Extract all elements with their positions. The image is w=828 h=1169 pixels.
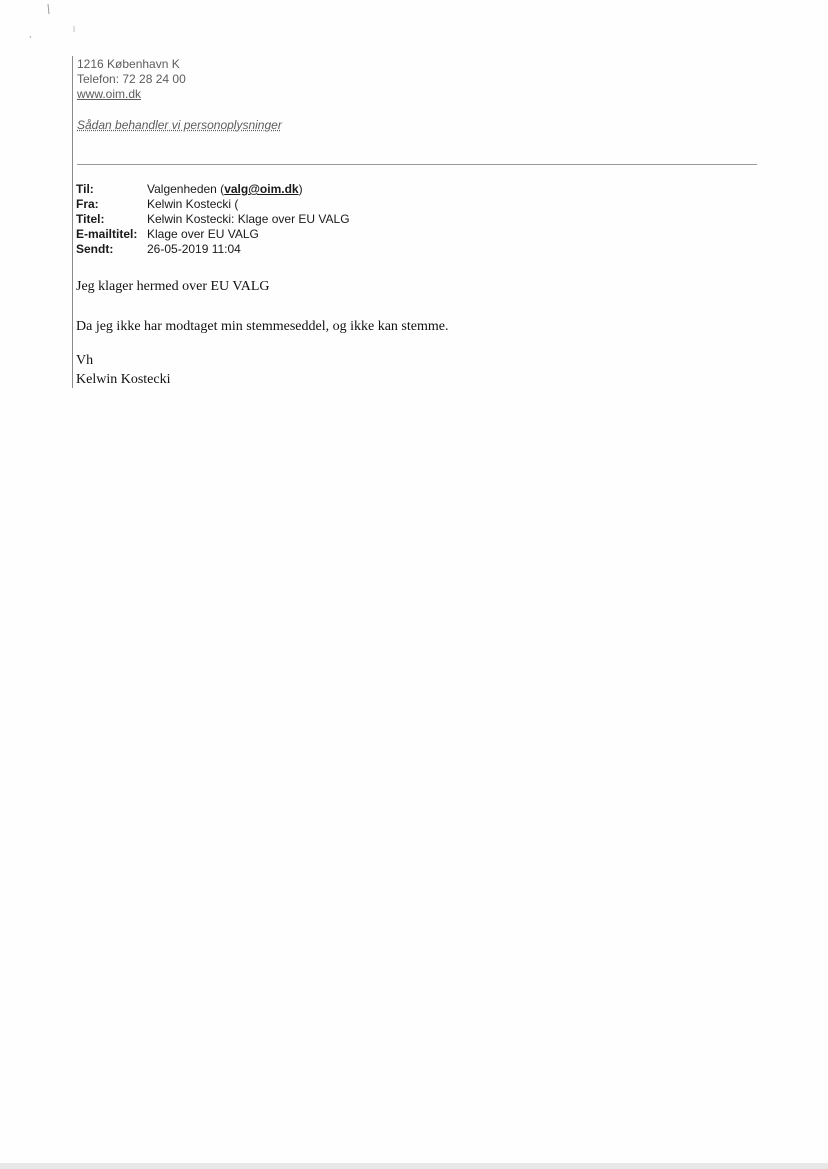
title-row	[76, 212, 350, 227]
sender-signature	[77, 57, 186, 102]
subject-value: Klage over EU VALG	[147, 227, 259, 241]
email-header	[76, 182, 350, 257]
scan-marks	[0, 0, 828, 40]
title-value: Kelwin Kostecki: Klage over EU VALG	[147, 212, 350, 226]
to-label: Til:	[76, 182, 94, 196]
to-row	[76, 182, 350, 197]
signature-name: Kelwin Kostecki	[76, 372, 171, 387]
sent-value: 26-05-2019 11:04	[147, 242, 241, 256]
to-value	[147, 182, 303, 197]
address-text: 1216 København K	[77, 57, 180, 71]
phone-text: Telefon: 72 28 24 00	[77, 72, 186, 86]
subject-label: E-mailtitel:	[76, 227, 138, 241]
closing-text: Vh	[76, 353, 94, 368]
website-link[interactable]: www.oim.dk	[77, 87, 142, 101]
from-value: Kelwin Kostecki (	[147, 197, 239, 211]
subject-row	[76, 227, 350, 242]
quote-rule	[72, 56, 73, 388]
sent-label: Sendt:	[76, 242, 114, 256]
page-edge	[0, 1163, 828, 1169]
body-line-2: Da jeg ikke har modtaget min stemmeseddel, og ikke kan stemme.	[76, 319, 449, 334]
body-line-1: Jeg klager hermed over EU VALG	[76, 279, 270, 294]
privacy-link[interactable]: Sådan behandler vi personoplysninger	[77, 118, 282, 132]
from-label: Fra:	[76, 197, 99, 211]
sent-row	[76, 242, 350, 257]
to-name: Valgenheden (	[147, 182, 225, 196]
to-close: )	[298, 182, 303, 196]
divider	[77, 164, 757, 165]
from-row	[76, 197, 350, 212]
title-label: Titel:	[76, 212, 105, 226]
to-email-link[interactable]: valg@oim.dk	[224, 182, 299, 196]
